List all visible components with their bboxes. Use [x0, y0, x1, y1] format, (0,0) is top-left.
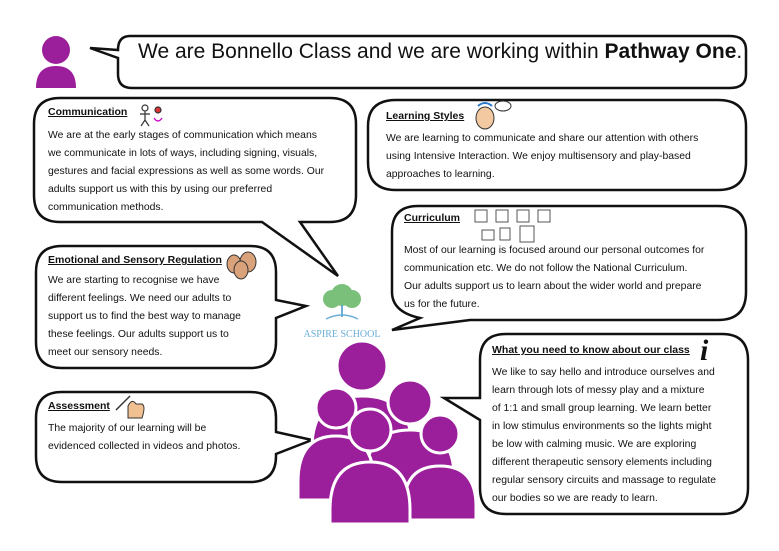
- emotional-line: We are starting to recognise we have: [48, 275, 220, 286]
- emotional-line: meet our sensory needs.: [48, 347, 163, 358]
- aspire-school-logo: [296, 277, 388, 347]
- need-to-know-line: in low stimulus environments so the lights might: [492, 421, 712, 432]
- need-to-know-line: We like to say hello and introduce ourselves and: [492, 367, 715, 378]
- group-people-icon: [298, 341, 476, 524]
- need-to-know-line: our bodies so we are ready to learn.: [492, 493, 658, 504]
- learning-styles-line: approaches to learning.: [386, 169, 495, 180]
- page-title: [138, 40, 743, 64]
- curriculum-text: [404, 242, 740, 314]
- emotional-text: [48, 272, 274, 362]
- need-to-know-line: regular sensory circuits and massage to regulate: [492, 475, 717, 486]
- learning-styles-heading: Learning Styles: [386, 110, 465, 122]
- emotional-heading: Emotional and Sensory Regulation: [48, 254, 222, 266]
- communication-line: gestures and facial expressions as well as some words. Our: [48, 166, 325, 177]
- curriculum-line: Our adults support us to learn about the wider world and prepare: [404, 281, 702, 292]
- curriculum-heading: Curriculum: [404, 212, 461, 224]
- emotional-line: these feelings. Our adults support us to: [48, 329, 229, 340]
- communication-line: We are at the early stages of communication which means: [48, 130, 317, 141]
- emotional-line: different feelings. We need our adults to: [48, 293, 232, 304]
- curriculum-line: us for the future.: [404, 299, 480, 310]
- communication-text: [48, 127, 348, 217]
- learning-styles-line: We are learning to communicate and share our attention with others: [386, 133, 699, 144]
- curriculum-line: Most of our learning is focused around our personal outcomes for: [404, 245, 705, 256]
- logo-text: ASPIRE SCHOOL: [303, 329, 381, 340]
- communication-line: adults support us with this by using our preferred: [48, 184, 273, 195]
- need-to-know-line: different therapeutic sensory elements including: [492, 457, 712, 468]
- need-to-know-line: be low with calming music. We are exploring: [492, 439, 697, 450]
- curriculum-line: communication etc. We do not follow the National Curriculum.: [404, 263, 688, 274]
- assessment-line: The majority of our learning will be: [48, 423, 207, 434]
- assessment-heading: Assessment: [48, 400, 110, 412]
- communication-line: communication methods.: [48, 202, 164, 213]
- assessment-text: [48, 420, 274, 456]
- learning-styles-line: using Intensive Interaction. We enjoy multisensory and play-based: [386, 151, 691, 162]
- speaker-person-icon: [36, 36, 76, 88]
- need-to-know-text: [492, 364, 742, 508]
- info-icon: i: [700, 334, 709, 367]
- need-to-know-heading: What you need to know about our class: [492, 344, 690, 356]
- title-pathway: Pathway One: [604, 40, 737, 63]
- communication-heading: Communication: [48, 106, 128, 118]
- communication-line: we communicate in lots of ways, including signing, visuals,: [48, 148, 318, 159]
- need-to-know-line: of 1:1 and small group learning. We learn better: [492, 403, 712, 414]
- learning-styles-text: [386, 130, 738, 184]
- emotional-line: support us to find the best way to manage: [48, 311, 241, 322]
- assessment-line: evidenced collected in videos and photos.: [48, 441, 241, 452]
- title-suffix: .: [736, 40, 743, 63]
- title-prefix: We are Bonnello Class and we are working within: [138, 40, 605, 63]
- need-to-know-line: learn through lots of messy play and a mixture: [492, 385, 705, 396]
